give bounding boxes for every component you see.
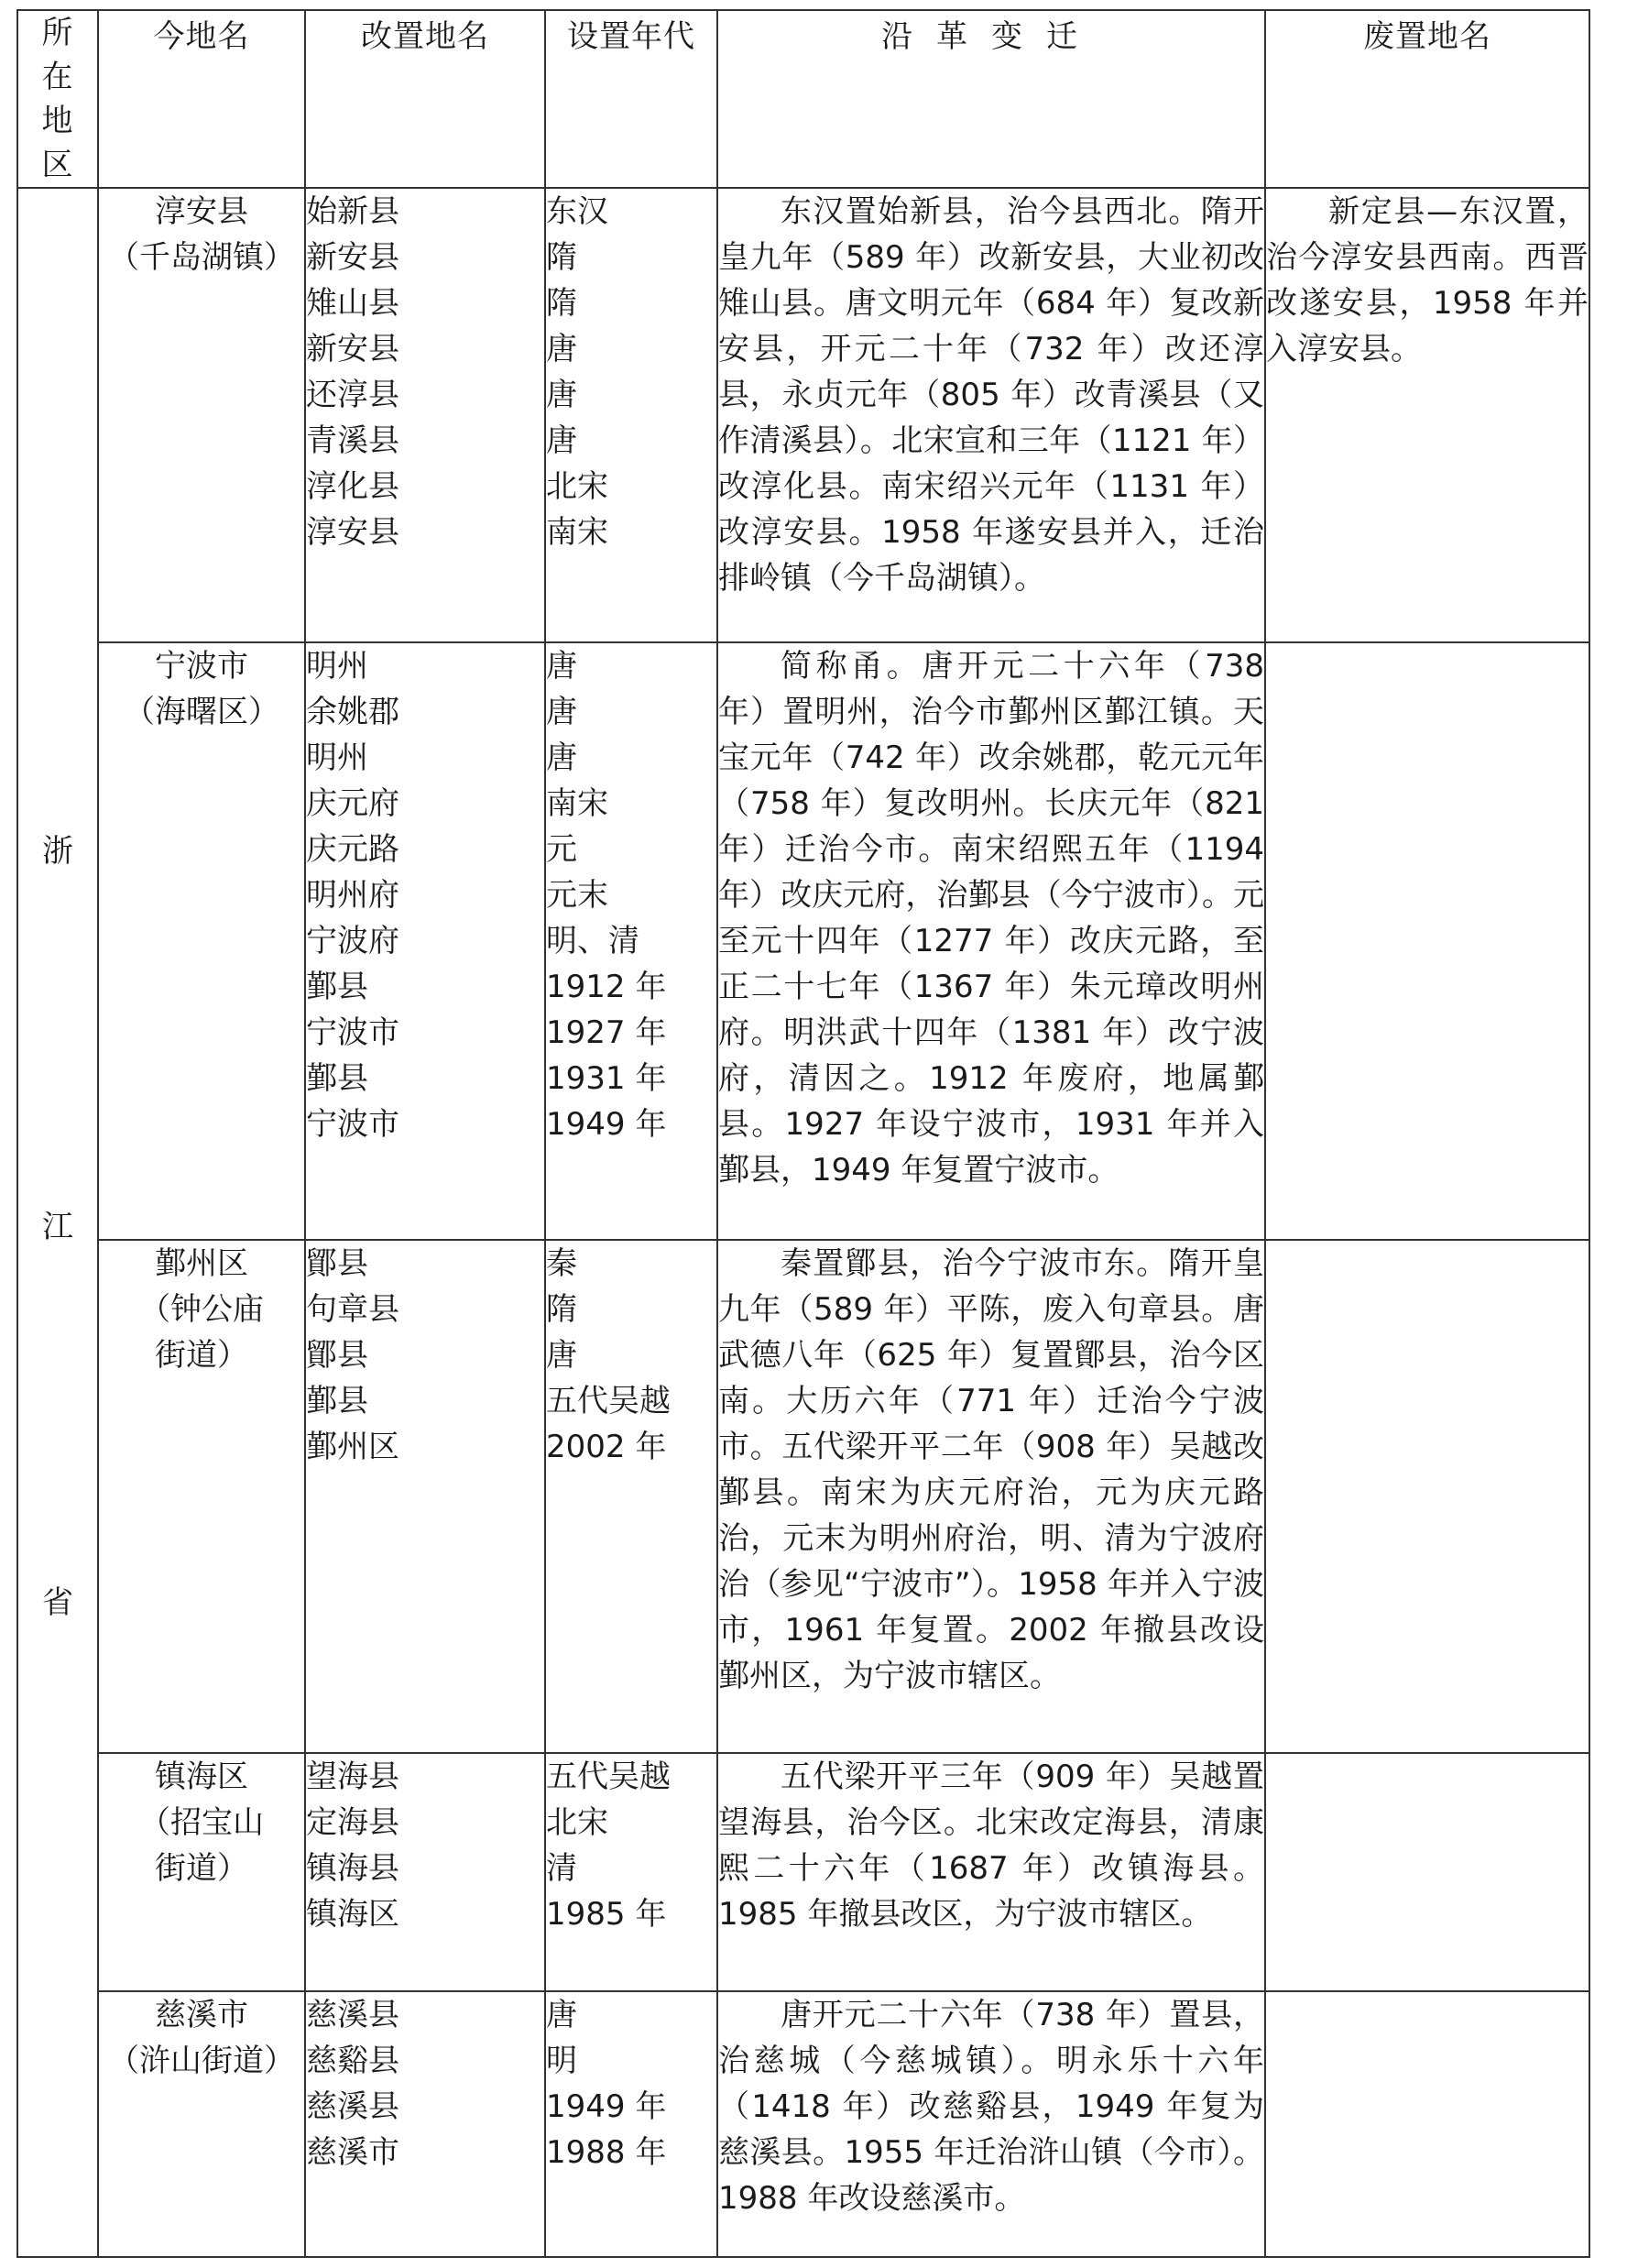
historical-name: 新安县 [306, 239, 399, 276]
historical-name: 慈溪县 [306, 2088, 399, 2125]
historical-name: 慈溪县 [306, 1997, 399, 2033]
era-value: 唐 [546, 740, 577, 776]
era-value: 唐 [546, 694, 577, 730]
historical-name: 慈溪市 [306, 2134, 399, 2171]
region-char: 省 [42, 1584, 73, 1621]
era-value: 五代吴越 [546, 1759, 671, 1795]
table-row [17, 1753, 1589, 1991]
historical-name: 淳安县 [306, 514, 399, 551]
historical-name: 鄞州区 [306, 1429, 399, 1465]
historical-name: 余姚郡 [306, 694, 399, 730]
era-value: 五代吴越 [546, 1383, 671, 1419]
header-current-name: 今地名 [98, 10, 305, 188]
era-cell [545, 1240, 717, 1753]
era-value: 元末 [546, 877, 608, 914]
historical-name: 慈谿县 [306, 2043, 399, 2079]
table-row [17, 642, 1589, 1240]
era-value: 唐 [546, 1337, 577, 1374]
region-char: 江 [42, 1209, 73, 1245]
header-evolution-label: 沿革变迁 [881, 18, 1101, 55]
historical-names-cell [305, 1753, 545, 1991]
table-row [17, 1991, 1589, 2257]
current-name-line: 淳安县 [155, 193, 248, 230]
abolished-name-text [1265, 642, 1589, 1240]
historical-name: 淳化县 [306, 468, 399, 505]
historical-name: 鄞县 [306, 969, 368, 1005]
historical-name: 定海县 [306, 1804, 399, 1841]
current-name-line: （千岛湖镇） [108, 239, 295, 276]
table-row [17, 188, 1589, 642]
region-cell [17, 188, 98, 2257]
historical-name: 鄮县 [306, 1337, 368, 1374]
history-table-page [16, 9, 1590, 2258]
historical-name: 雉山县 [306, 285, 399, 322]
era-value: 秦 [546, 1245, 577, 1282]
current-name-line: 宁波市 [155, 648, 248, 685]
era-cell [545, 188, 717, 642]
current-name-line: 街道） [155, 1337, 248, 1374]
historical-name: 宁波市 [306, 1014, 399, 1051]
current-name-cell [98, 642, 305, 1240]
historical-name: 明州 [306, 648, 368, 685]
era-value: 1988 年 [546, 2134, 667, 2171]
historical-name: 宁波市 [306, 1106, 399, 1143]
evolution-text: 唐开元二十六年（738 年）置县，治慈城（今慈城镇）。明永乐十六年（1418 年）改慈谿县，1949 年复为慈溪县。1955 年迁治浒山镇（今市）。1988 年改设慈溪市。 [717, 1991, 1265, 2257]
era-value: 唐 [546, 648, 577, 685]
era-value: 1912 年 [546, 969, 667, 1005]
era-value: 元 [546, 831, 577, 868]
current-name-line: 鄞州区 [155, 1245, 248, 1282]
historical-name: 鄮县 [306, 1245, 368, 1282]
era-value: 明、清 [546, 923, 639, 959]
current-name-cell [98, 1240, 305, 1753]
header-historical-names: 改置地名 [305, 10, 545, 188]
historical-name: 庆元府 [306, 785, 399, 822]
current-name-line: 慈溪市 [155, 1997, 248, 2033]
header-evolution [717, 10, 1265, 188]
current-name-line: 镇海区 [155, 1759, 248, 1795]
evolution-text: 五代梁开平三年（909 年）吴越置望海县，治今区。北宋改定海县，清康熙二十六年（1687 年）改镇海县。1985 年撤县改区，为宁波市辖区。 [717, 1753, 1265, 1991]
era-value: 1949 年 [546, 2088, 667, 2125]
historical-name: 望海县 [306, 1759, 399, 1795]
historical-names-cell [305, 188, 545, 642]
era-value: 1927 年 [546, 1014, 667, 1051]
historical-name: 镇海县 [306, 1850, 399, 1887]
current-name-line: （海曙区） [124, 694, 279, 730]
era-value: 隋 [546, 285, 577, 322]
current-name-line: （浒山街道） [108, 2043, 295, 2079]
header-region-label: 所在地区 [41, 15, 74, 183]
era-value: 南宋 [546, 785, 608, 822]
place-name-history-table [16, 9, 1590, 2258]
historical-name: 宁波府 [306, 923, 399, 959]
era-cell [545, 1753, 717, 1991]
abolished-name-text: 新定县—东汉置，治今淳安县西南。西晋改遂安县，1958 年并入淳安县。 [1265, 188, 1589, 642]
historical-name: 鄞县 [306, 1383, 368, 1419]
era-value: 1985 年 [546, 1896, 667, 1933]
current-name-line: （招宝山 [139, 1804, 264, 1841]
era-value: 1949 年 [546, 1106, 667, 1143]
historical-name: 新安县 [306, 331, 399, 367]
historical-names-cell [305, 1240, 545, 1753]
evolution-text: 秦置鄮县，治今宁波市东。隋开皇九年（589 年）平陈，废入句章县。唐武德八年（625 年）复置鄮县，治今区南。大历六年（771 年）迁治今宁波市。五代梁开平二年（908 年）吴越改鄞县。南宋为庆元府治，元为庆元路治，元末为明州府治，明、清为宁波府治（参见“宁波市”）。1958 年并入宁波市，1961 年复置。2002 年撤县改设鄞州区，为宁波市辖区。 [717, 1240, 1265, 1753]
header-era: 设置年代 [545, 10, 717, 188]
region-char: 浙 [42, 833, 73, 870]
era-value: 1931 年 [546, 1060, 667, 1097]
abolished-name-text [1265, 1753, 1589, 1991]
era-value: 北宋 [546, 1804, 608, 1841]
header-row [17, 10, 1589, 188]
header-region [17, 10, 98, 188]
evolution-text: 简称甬。唐开元二十六年（738 年）置明州，治今市鄞州区鄞江镇。天宝元年（742 年）改余姚郡，乾元元年（758 年）复改明州。长庆元年（821 年）迁治今市。南宋绍熙五年（1194 年）改庆元府，治鄞县（今宁波市）。元至元十四年（1277 年）改庆元路，至正二十七年（1367 年）朱元璋改明州府。明洪武十四年（1381 年）改宁波府，清因之。1912 年废府，地属鄞县。1927 年设宁波市，1931 年并入鄞县，1949 年复置宁波市。 [717, 642, 1265, 1240]
historical-name: 青溪县 [306, 422, 399, 459]
current-name-line: 街道） [155, 1850, 248, 1887]
era-value: 东汉 [546, 193, 608, 230]
historical-name: 明州 [306, 740, 368, 776]
era-value: 隋 [546, 1291, 577, 1328]
historical-name: 句章县 [306, 1291, 399, 1328]
historical-name: 鄞县 [306, 1060, 368, 1097]
historical-name: 明州府 [306, 877, 399, 914]
historical-name: 镇海区 [306, 1896, 399, 1933]
historical-name: 始新县 [306, 193, 399, 230]
historical-name: 还淳县 [306, 377, 399, 413]
era-value: 2002 年 [546, 1429, 667, 1465]
era-cell [545, 1991, 717, 2257]
header-abolished: 废置地名 [1265, 10, 1589, 188]
era-value: 清 [546, 1850, 577, 1887]
era-value: 南宋 [546, 514, 608, 551]
current-name-cell [98, 1753, 305, 1991]
historical-names-cell [305, 1991, 545, 2257]
current-name-cell [98, 1991, 305, 2257]
era-value: 北宋 [546, 468, 608, 505]
era-value: 隋 [546, 239, 577, 276]
abolished-name-text [1265, 1240, 1589, 1753]
current-name-cell [98, 188, 305, 642]
abolished-name-text [1265, 1991, 1589, 2257]
era-value: 唐 [546, 1997, 577, 2033]
evolution-text: 东汉置始新县，治今县西北。隋开皇九年（589 年）改新安县，大业初改雉山县。唐文明元年（684 年）复改新安县，开元二十年（732 年）改还淳县，永贞元年（805 年）改青溪县（又作清溪县）。北宋宣和三年（1121 年）改淳化县。南宋绍兴元年（1131 年）改淳安县。1958 年遂安县并入，迁治排岭镇（今千岛湖镇）。 [717, 188, 1265, 642]
era-value: 唐 [546, 422, 577, 459]
era-value: 唐 [546, 377, 577, 413]
era-value: 明 [546, 2043, 577, 2079]
historical-names-cell [305, 642, 545, 1240]
era-cell [545, 642, 717, 1240]
table-row [17, 1240, 1589, 1753]
historical-name: 庆元路 [306, 831, 399, 868]
era-value: 唐 [546, 331, 577, 367]
current-name-line: （钟公庙 [139, 1291, 264, 1328]
